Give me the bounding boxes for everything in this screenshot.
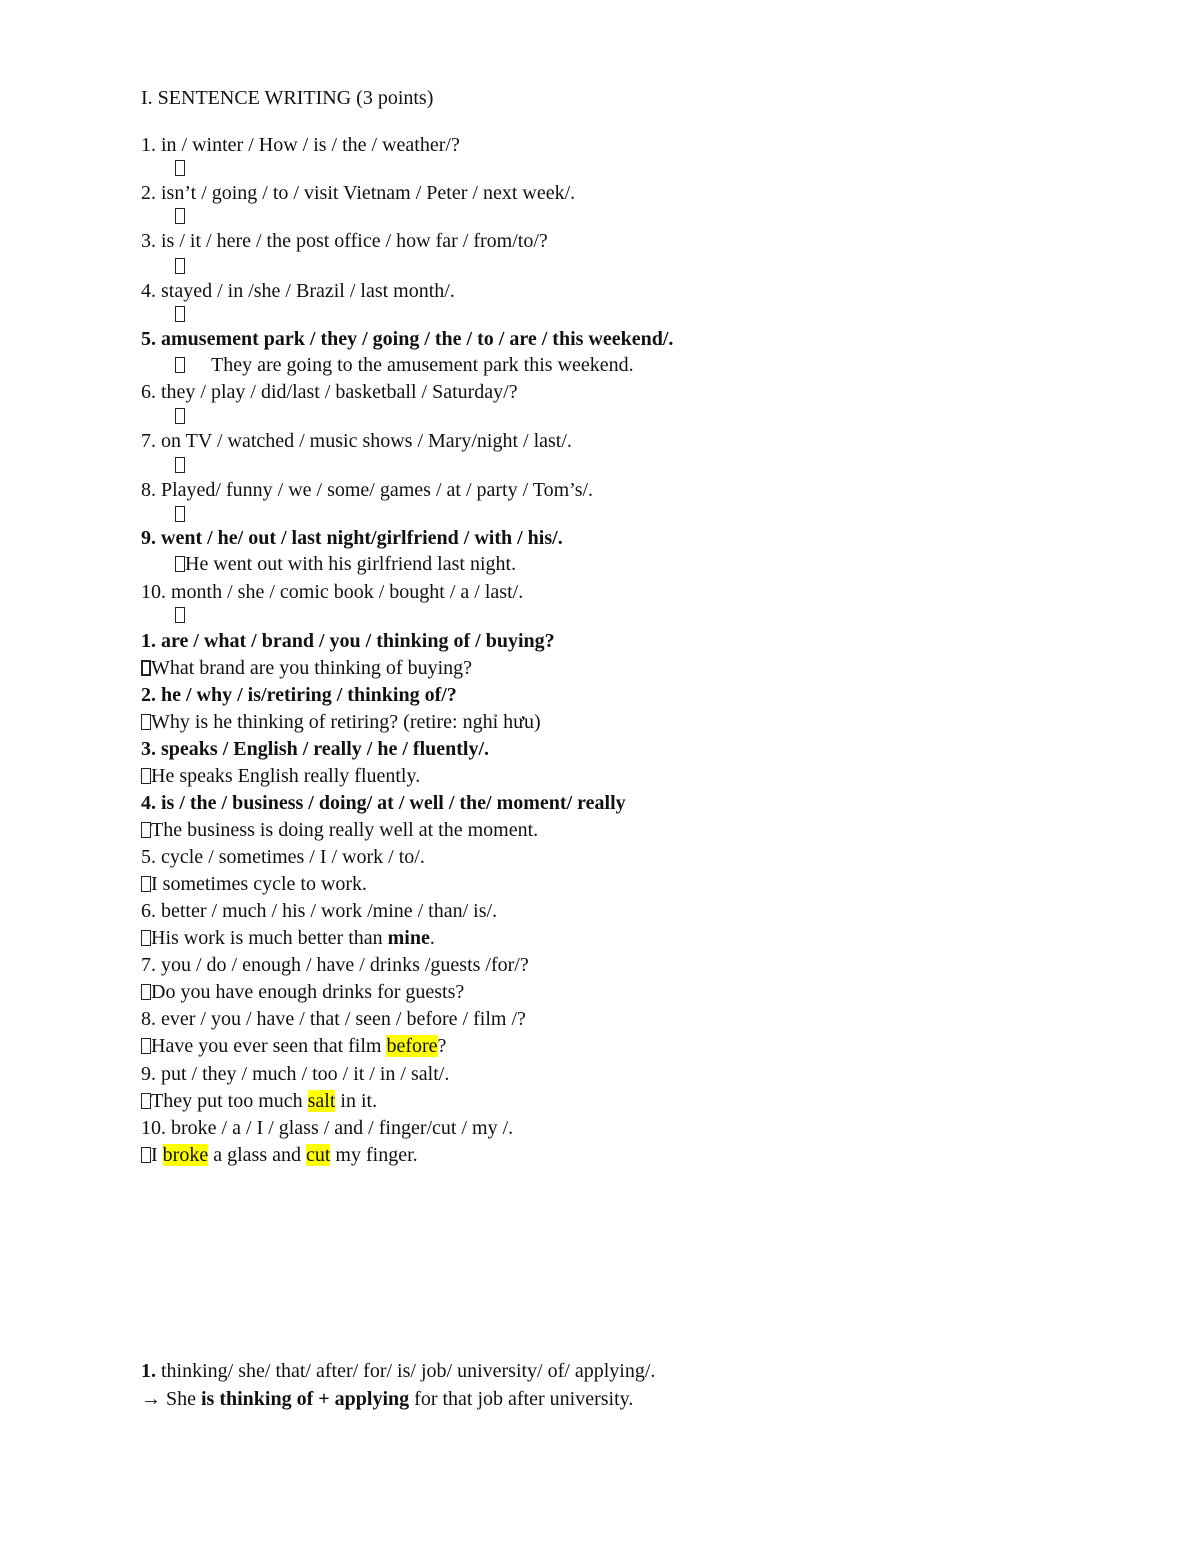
answer-arrow-icon bbox=[141, 822, 151, 838]
answer-arrow-icon bbox=[175, 556, 185, 572]
question-2-9: 9. put / they / much / too / it / in / salt/. bbox=[141, 1063, 450, 1085]
question-2-10: 10. broke / a / I / glass / and / finger/cut / my /. bbox=[141, 1117, 514, 1139]
question-1-1: 1. in / winter / How / is / the / weather/? bbox=[141, 134, 460, 156]
answer-arrow-icon bbox=[141, 930, 151, 946]
question-1-3: 3. is / it / here / the post office / how far / from/to/? bbox=[141, 230, 548, 252]
question-2-8: 8. ever / you / have / that / seen / before / film /? bbox=[141, 1008, 526, 1030]
answer-3-1: → She is thinking of + applying for that job after university. bbox=[141, 1388, 634, 1410]
answer-1-9: He went out with his girlfriend last night. bbox=[175, 552, 516, 576]
answer-arrow-icon bbox=[141, 984, 151, 1000]
answer-arrow-icon bbox=[175, 502, 185, 526]
answer-2-7: Do you have enough drinks for guests? bbox=[141, 980, 464, 1004]
answer-arrow-icon bbox=[175, 603, 185, 627]
question-1-8: 8. Played/ funny / we / some/ games / at / party / Tom’s/. bbox=[141, 479, 594, 501]
answer-arrow-icon bbox=[141, 1147, 151, 1163]
answer-2-4: The business is doing really well at the moment. bbox=[141, 818, 538, 842]
answer-arrow-icon bbox=[175, 357, 185, 373]
answer-arrow-icon bbox=[175, 302, 185, 326]
answer-arrow-icon bbox=[141, 660, 151, 676]
question-3-1: 1. thinking/ she/ that/ after/ for/ is/ job/ university/ of/ applying/. bbox=[141, 1360, 656, 1382]
question-2-4: 4. is / the / business / doing/ at / well / the/ moment/ really bbox=[141, 792, 626, 814]
question-2-1: 1. are / what / brand / you / thinking of / buying? bbox=[141, 630, 555, 652]
answer-arrow-icon bbox=[141, 1093, 151, 1109]
answer-arrow-icon bbox=[141, 1038, 151, 1054]
question-1-6: 6. they / play / did/last / basketball / Saturday/? bbox=[141, 381, 518, 403]
answer-2-10: I broke a glass and cut my finger. bbox=[141, 1143, 418, 1167]
question-2-3: 3. speaks / English / really / he / fluently/. bbox=[141, 738, 490, 760]
answer-2-8: Have you ever seen that film before? bbox=[141, 1034, 446, 1058]
answer-1-5: They are going to the amusement park this weekend. bbox=[175, 353, 634, 377]
answer-2-2: Why is he thinking of retiring? (retire: nghỉ hưu) bbox=[141, 710, 541, 734]
answer-arrow-icon bbox=[141, 876, 151, 892]
answer-2-1: What brand are you thinking of buying? bbox=[141, 656, 472, 680]
section-heading: I. SENTENCE WRITING (3 points) bbox=[141, 87, 434, 109]
question-1-4: 4. stayed / in /she / Brazil / last month/. bbox=[141, 280, 455, 302]
answer-arrow-icon bbox=[175, 404, 185, 428]
answer-arrow-icon bbox=[175, 254, 185, 278]
question-2-5: 5. cycle / sometimes / I / work / to/. bbox=[141, 846, 425, 868]
answer-arrow-icon bbox=[175, 453, 185, 477]
question-1-2: 2. isn’t / going / to / visit Vietnam / Peter / next week/. bbox=[141, 182, 576, 204]
question-2-2: 2. he / why / is/retiring / thinking of/? bbox=[141, 684, 457, 706]
highlight: cut bbox=[305, 1144, 331, 1166]
question-1-10: 10. month / she / comic book / bought / a / last/. bbox=[141, 581, 524, 603]
question-2-6: 6. better / much / his / work /mine / than/ is/. bbox=[141, 900, 498, 922]
right-arrow-icon: → bbox=[141, 1388, 161, 1410]
answer-2-3: He speaks English really fluently. bbox=[141, 764, 420, 788]
question-2-7: 7. you / do / enough / have / drinks /guests /for/? bbox=[141, 954, 529, 976]
question-1-9: 9. went / he/ out / last night/girlfriend / with / his/. bbox=[141, 527, 563, 549]
answer-arrow-icon bbox=[141, 768, 151, 784]
answer-2-9: They put too much salt in it. bbox=[141, 1089, 377, 1113]
answer-arrow-icon bbox=[141, 714, 151, 730]
answer-2-6: His work is much better than mine. bbox=[141, 926, 435, 950]
answer-arrow-icon bbox=[175, 156, 185, 180]
highlight: salt bbox=[307, 1090, 336, 1112]
question-1-5: 5. amusement park / they / going / the / to / are / this weekend/. bbox=[141, 328, 674, 350]
answer-2-5: I sometimes cycle to work. bbox=[141, 872, 367, 896]
question-1-7: 7. on TV / watched / music shows / Mary/night / last/. bbox=[141, 430, 572, 452]
answer-arrow-icon bbox=[175, 204, 185, 228]
highlight: broke bbox=[162, 1144, 209, 1166]
highlight: before bbox=[386, 1035, 438, 1057]
